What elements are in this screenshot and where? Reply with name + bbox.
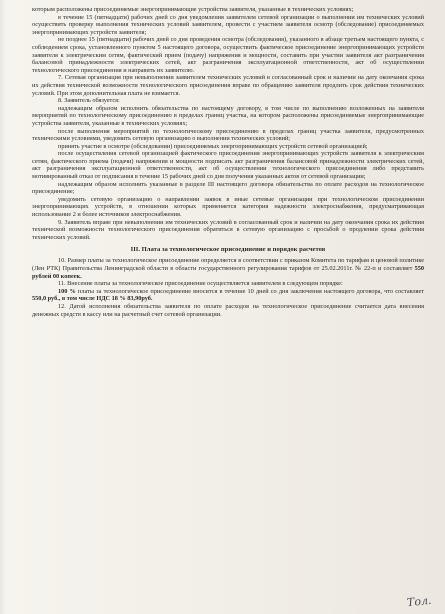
contract-paragraph: которым расположены присоединяемые энергопринимающие устройства заявителя, указанные в технических условиях;: [32, 6, 354, 13]
payment-terms-paragraph: [32, 288, 424, 303]
contract-paragraph: после выполнения мероприятий по технологическому присоединению в пределах границ участка заявителя, предусмотренных техническими условиями, уведомить сетевую организацию о выполнении технических условий;: [32, 127, 424, 143]
payment-order-paragraph: 11. Внесение платы за технологическое присоединение осуществляется заявителем в следующем порядке:: [58, 280, 343, 288]
scan-edge-shadow: [0, 0, 6, 614]
contract-paragraph: уведомить сетевую организацию о направлении заявок в иные сетевые организации при технологическом присоединении энергопринимающих устройств, в отношении которых применяется категория надежности электроснабжения, предусматривающая использование 2 и более источников электроснабжения.: [32, 195, 424, 219]
contract-paragraph: не позднее 15 (пятнадцати) рабочих дней со дня проведения осмотра (обследования), указанного в абзаце третьем настоящего пункта, с соблюдением срока, установленного пунктом 5 настоящего договора, осуществить фактическое присоединение энергопринимающих устройств заявителя к электрическим сетям, фактический прием (подачу) напряжения и мощности, составить при участии заявителя акт разграничения балансовой принадлежности электрических сетей, акт разграничения эксплуатационной ответственности, акт об осуществлении технологического присоединения и направить их заявителю.: [32, 36, 424, 74]
payment-total-value: 550,0 руб., в том числе НДС 18 % 83,90руб.: [32, 295, 153, 303]
contract-paragraph: в течение 15 (пятнадцати) рабочих дней со дня уведомления заявителем сетевой организации о выполнении им технических условий осуществить проверку выполнения технических условий заявителем, провести с участием заявителя осмотр (обследование) присоединяемых энергопринимающих устройств заявителя;: [32, 13, 424, 36]
contract-paragraph: надлежащим образом исполнить обязательства по настоящему договору, в том числе по выполнению возложенных на заявителя мероприятий по технологическому присоединению в пределах границ участка, на котором расположены присоединяемые энергопринимающие устройства заявителя, указанные в технических условиях;: [32, 104, 424, 127]
payment-percent: 100 %: [58, 287, 76, 295]
section-heading: III. Плата за технологическое присоединение и порядок расчетов: [130, 246, 326, 254]
payment-terms-text: платы за технологическое присоединение вносится в течение 10 дней со дня заключения настоящего договора, что составляет: [75, 287, 425, 295]
contract-paragraph: надлежащим образом исполнить указанные в разделе III настоящего договора обязательства по оплате расходов на технологическое присоединение;: [32, 180, 424, 196]
payment-amount-text: 10. Размер платы за технологическое присоединение определяется в соответствии с приказом Комитета по тарифам и ценовой политике (Лен РТК) Правительства Ленинградской области в области государственного регулирования тарифов от 25.02.2011г. № 22-п и составляет: [32, 257, 424, 272]
contract-paragraph: 8. Заявитель обязуется:: [58, 97, 120, 105]
payment-date-paragraph: 12. Датой исполнения обязательства заявителя по оплате расходов на технологическое присоединение считается дата внесения денежных средств в кассу или на расчетный счет сетевой организации.: [32, 302, 424, 318]
contract-paragraph: 9. Заявитель вправе при невыполнении им технических условий в согласованный срок и наличии на дату окончания срока их действия технической возможности технологического присоединения обратиться в сетевую организацию с просьбой о продлении срока действия технических условий.: [32, 218, 424, 241]
contract-paragraph: принять участие в осмотре (обследовании) присоединяемых энергопринимающих устройств сетевой организацией;: [58, 142, 368, 150]
contract-paragraph: после осуществления сетевой организацией фактического присоединения энергопринимающих устройств заявителя к электрическим сетям, фактического приема (подачи) напряжения и мощности подписать акт разграничения балансовой принадлежности электрических сетей, акт разграничения эксплуатационной ответственности, акт об осуществлении технологического присоединения либо представить мотивированный отказ от подписания в течение 15 рабочих дней со дня получения указанных актов от сетевой организации;: [32, 150, 424, 181]
handwritten-initials: Тол.: [405, 593, 432, 610]
payment-amount-value: 550 рублей 00 копеек.: [32, 265, 424, 280]
payment-amount-paragraph: [32, 257, 424, 280]
contract-paragraph: 7. Сетевая организация при невыполнении заявителем технических условий в согласованный срок и наличии на дату окончания срока их действия технической возможности технологического присоединения вправе по обращению заявителя продлить срок действия технических условий. При этом дополнительная плата не взимается.: [32, 74, 424, 97]
